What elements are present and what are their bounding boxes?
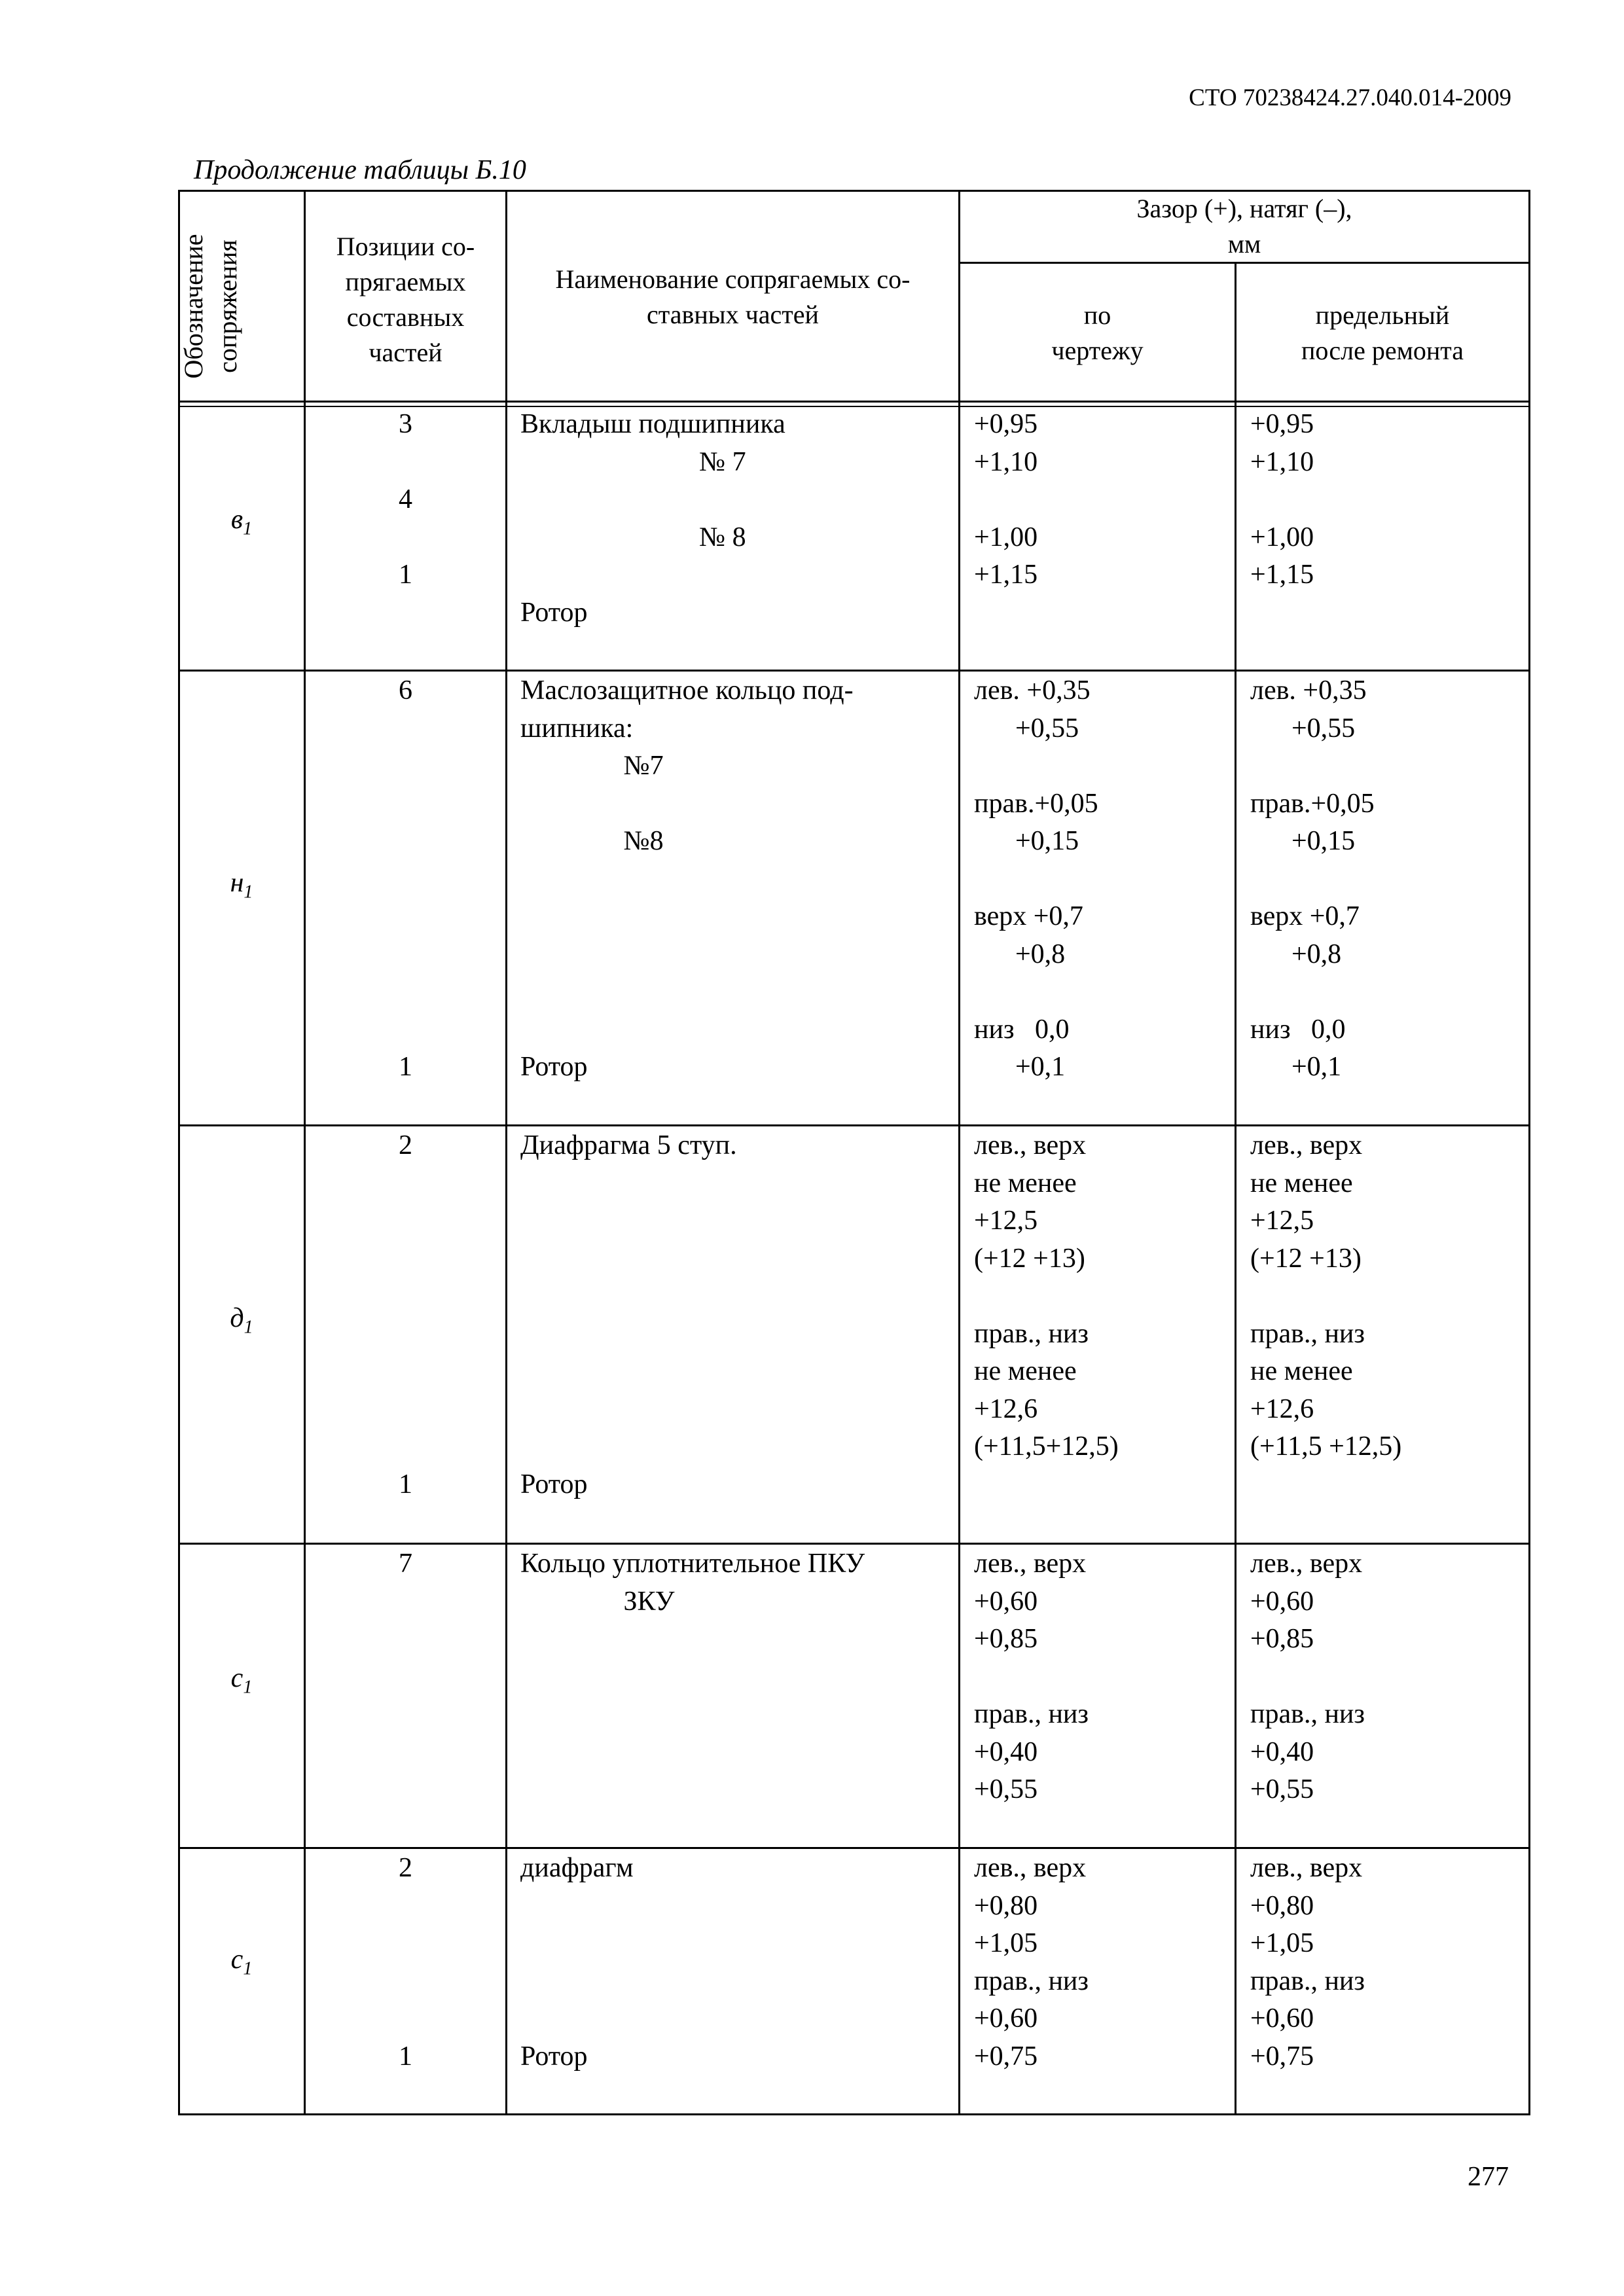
row-divider [178,1124,1530,1126]
header-by-drawing: по чертежу [1051,300,1144,365]
row-positions: 2 1 [399,1130,412,1499]
row-by-drawing: +0,95 +1,10 +1,00 +1,15 [974,409,1038,590]
row-by-drawing: лев., верх +0,80 +1,05 прав., низ +0,60 +0,75 [974,1853,1089,2072]
row-limit: лев., верх не менее +12,5 (+12 +13) прав., низ не менее +12,6 (+11,5 +12,5) [1250,1130,1402,1462]
row-divider [178,670,1530,672]
row-code: $в_1$ [230,505,253,539]
row-name: Маслозащитное кольцо под- шипника: №7 №8 Ротор [520,675,854,1082]
table-border-right [1528,190,1530,2115]
col-divider [958,190,960,2115]
row-limit: +0,95 +1,10 +1,00 +1,15 [1250,409,1314,590]
table-border-bottom [178,2113,1530,2115]
header-limit-after-repair: предельный после ремонта [1301,300,1464,365]
row-limit: лев., верх +0,80 +1,05 прав., низ +0,60 +0,75 [1250,1853,1365,2072]
table-border-left [178,190,180,2115]
row-name: Вкладыш подшипника № 7 № 8 Ротор [520,409,785,628]
row-by-drawing: лев., верх не менее +12,5 (+12 +13) прав., низ не менее +12,6 (+11,5+12,5) [974,1130,1119,1462]
row-divider [178,1847,1530,1849]
header-bottom-line [178,401,1530,403]
col-divider [1235,262,1236,2115]
row-name: диафрагм Ротор [520,1853,634,2072]
row-positions: 2 1 [399,1853,412,2072]
row-by-drawing: лев. +0,35 +0,55 прав.+0,05 +0,15 верх +0,7 +0,8 низ 0,0 +0,1 [974,675,1098,1082]
row-limit: лев. +0,35 +0,55 прав.+0,05 +0,15 верх +0,7 +0,8 низ 0,0 +0,1 [1250,675,1375,1082]
row-positions: 6 1 [399,675,412,1082]
header-name: Наименование сопрягаемых со- ставных частей [555,264,911,329]
header-designation: Обозначение сопряжения [179,234,242,379]
row-name: Диафрагма 5 ступ. Ротор [520,1130,737,1499]
row-by-drawing: лев., верх +0,60 +0,85 прав., низ +0,40 +0,55 [974,1549,1089,1804]
header-positions: Позиции со- прягаемых составных частей [336,232,475,367]
header-subdivider [960,262,1530,264]
row-name: Кольцо уплотнительное ПКУ ЗКУ [520,1549,865,1617]
row-positions: 7 [399,1549,412,1579]
col-divider [505,190,507,2115]
row-code: $д_1$ [230,1303,253,1338]
header-gap-group: Зазор (+), натяг (–), мм [1136,194,1352,259]
row-code: $с_1$ [230,1945,253,1979]
row-code: $н_1$ [230,868,253,903]
row-positions: 3 4 1 [399,409,412,590]
page-number: 277 [1468,2162,1509,2192]
row-code: $с_1$ [230,1663,253,1698]
row-divider [178,1543,1530,1545]
row-limit: лев., верх +0,60 +0,85 прав., низ +0,40 +0,55 [1250,1549,1365,1804]
table-caption: Продолжение таблицы Б.10 [194,155,526,185]
document-code: СТО 70238424.27.040.014-2009 [1189,84,1511,111]
